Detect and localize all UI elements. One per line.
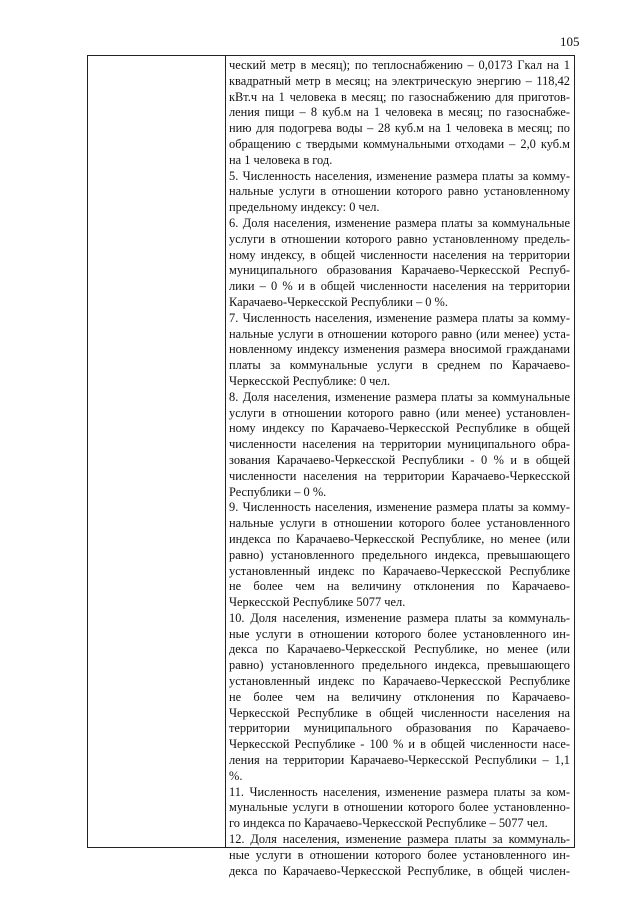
- text-line: муниципального образования Карачаево-Черкесской Респуб-: [229, 263, 570, 278]
- text-line: мунальные услуги в отношении которого более установленно-: [229, 800, 570, 815]
- text-line: новленному индексу изменения размера вносимой гражданами: [229, 342, 570, 357]
- text-line: ные услуги в отношении которого более установленного ин-: [229, 847, 570, 862]
- text-line: услуги в отношении которого равно установленному предель-: [229, 231, 570, 246]
- text-line: равно) установленного предельного индекса, превышающего: [229, 658, 570, 673]
- text-line: Карачаево-Черкесской Республики – 0 %.: [229, 294, 448, 309]
- text-line: ческий метр в месяц); по теплоснабжению – 0,0173 Гкал на 1: [229, 58, 570, 72]
- text-line: установленный индекс по Карачаево-Черкесской Республике: [229, 674, 570, 689]
- text-line: ления на территории Карачаево-Черкесской Республики – 1,1: [229, 753, 570, 768]
- text-line: нальные услуги в отношении которого равно установленному: [229, 184, 570, 199]
- text-line: ные услуги в отношении которого более установленного ин-: [229, 626, 570, 641]
- text-line: лики – 0 % и в общей численности населения на территории: [229, 279, 570, 294]
- text-line: ному индексу по Карачаево-Черкесской Республике в общей: [229, 421, 570, 436]
- text-line: услуги в отношении которого равно (или менее) установлен-: [229, 405, 570, 420]
- text-line: территории муниципального образования по Карачаево-: [229, 721, 570, 736]
- text-line: зования Карачаево-Черкесской Республики - 0 % и в общей: [229, 452, 570, 467]
- text-line: декса по Карачаево-Черкесской Республике, в общей числен-: [229, 863, 570, 878]
- text-line: Черкесской Республике в общей численности населения на: [229, 705, 570, 720]
- text-line: не более чем на величину отклонения по Карачаево-: [229, 689, 570, 704]
- text-line: Черкесской Республике 5077 чел.: [229, 595, 406, 610]
- text-line: на 1 человека в год.: [229, 152, 333, 167]
- text-line: ному индексу, в общей численности населения на территории: [229, 247, 570, 262]
- text-line: установленный индекс по Карачаево-Черкесской Республике: [229, 563, 570, 578]
- text-line: нальные услуги в отношении которого более установленного: [229, 516, 570, 531]
- text-line: 12. Доля населения, изменение размера платы за коммуналь-: [229, 832, 570, 847]
- text-line: 11. Численность населения, изменение размера платы за ком-: [229, 784, 570, 799]
- text-line: Черкесской Республике: 0 чел.: [229, 373, 391, 388]
- text-line: го индекса по Карачаево-Черкесской Республике – 5077 чел.: [229, 816, 548, 831]
- text-line: предельному индексу: 0 чел.: [229, 200, 380, 215]
- text-line: платы за коммунальные услуги в среднем по Карачаево-: [229, 358, 570, 373]
- text-line: %.: [229, 768, 243, 783]
- text-line: нальные услуги в отношении которого равно (или менее) уста-: [229, 326, 570, 341]
- text-line: не более чем на величину отклонения по Карачаево-: [229, 579, 570, 594]
- text-line: равно) установленного предельного индекса, превышающего: [229, 547, 570, 562]
- text-line: квадратный метр в месяц; на электрическую энергию – 118,42: [229, 73, 570, 88]
- text-line: 6. Доля населения, изменение размера платы за коммунальные: [229, 215, 570, 230]
- text-line: индекса по Карачаево-Черкесской Республике, но менее (или: [229, 531, 570, 546]
- text-line: численности населения на территории муниципального обра-: [229, 437, 570, 452]
- text-line: 5. Численность населения, изменение размера платы за комму-: [229, 168, 570, 183]
- table-left-cell: [88, 56, 226, 847]
- text-line: Республики – 0 %.: [229, 484, 327, 499]
- page-number: 105: [560, 34, 580, 49]
- text-line: численности населения на территории Карачаево-Черкесской: [229, 468, 570, 483]
- text-line: 10. Доля населения, изменение размера платы за коммуналь-: [229, 610, 570, 625]
- table-right-cell: [226, 56, 574, 878]
- text-line: декса по Карачаево-Черкесской Республике, но менее (или: [229, 642, 570, 657]
- text-line: Черкесской Республике - 100 % и в общей численности насе-: [229, 737, 570, 752]
- text-line: кВт.ч на 1 человека в месяц; по газоснабжению для приготов-: [229, 89, 570, 104]
- text-line: 7. Численность населения, изменение размера платы за комму-: [229, 310, 570, 325]
- document-table: [87, 55, 575, 878]
- text-line: 9. Численность населения, изменение размера платы за комму-: [229, 500, 570, 515]
- text-line: обращению с твердыми коммунальными отходами – 2,0 куб.м: [229, 136, 570, 151]
- text-line: ления пищи – 8 куб.м на 1 человека в месяц; по газоснабже-: [229, 105, 570, 120]
- text-line: нию для подогрева воды – 28 куб.м на 1 человека в месяц; по: [229, 121, 570, 136]
- text-line: 8. Доля населения, изменение размера платы за коммунальные: [229, 389, 570, 404]
